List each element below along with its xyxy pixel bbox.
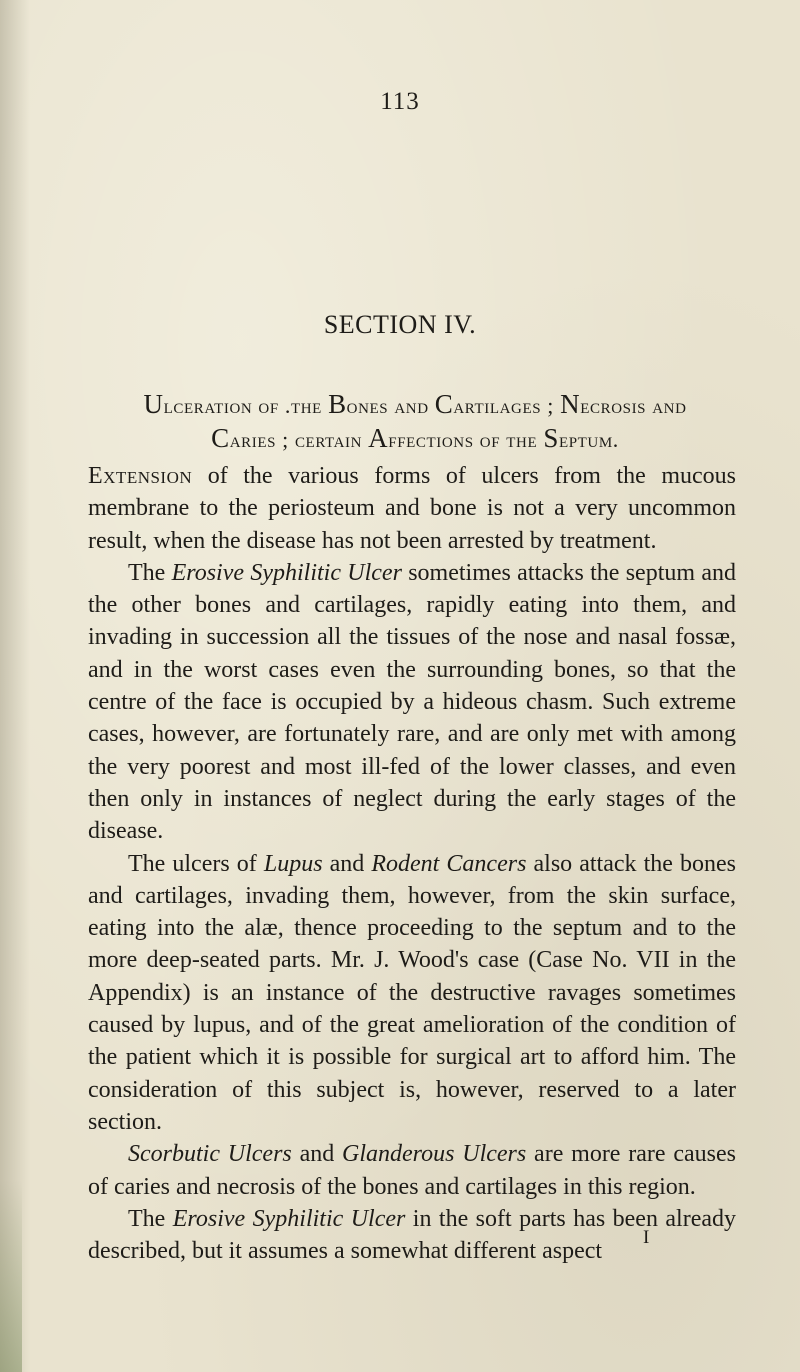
paragraph-lead-word: Extension	[88, 463, 193, 489]
paragraph-text: and	[322, 850, 372, 877]
paragraph	[88, 1203, 736, 1268]
paragraph-text: are more rare causes of caries and necrosis of the bones and cartilages in this region.	[88, 1141, 736, 1200]
italic-term: Lupus	[263, 850, 323, 877]
paragraph-text: sometimes attacks the septum and the other bones and cartilages, rapidly eating into them, and invading in succession all the tissues of the nose and nasal fossæ, and in the worst cases even the surrounding bones, so that the centre of the face is occupied by a hideous chasm. Such extreme cases, however, are fortunately rare, and are only met with among the very poorest and most ill-fed of the lower classes, and even then only in instances of neglect during the early stages of the disease.	[88, 559, 736, 845]
paragraph-text: The	[128, 1205, 173, 1232]
subtitle-capital: A	[368, 423, 389, 453]
paragraph-text: The ulcers of	[128, 850, 264, 877]
paragraph	[88, 1138, 736, 1203]
subtitle-text: artilages ;	[453, 393, 561, 418]
paragraph-text: The	[128, 559, 172, 586]
signature-mark: I	[643, 1227, 650, 1248]
subtitle-text: .the	[284, 393, 329, 418]
page-edge-shadow	[0, 0, 30, 1372]
section-heading: SECTION IV.	[323, 310, 477, 339]
subtitle-text: ones and	[346, 393, 435, 418]
italic-term: Erosive Syphilitic Ulcer	[172, 1205, 406, 1232]
page-number: 113	[380, 88, 420, 115]
subtitle-capital: U	[143, 389, 164, 419]
paragraph-text: in the soft parts has been already described, but it assumes a somewhat different aspect	[88, 1205, 736, 1265]
italic-term: Scorbutic Ulcers	[128, 1141, 292, 1168]
subtitle-text: lceration of	[163, 393, 285, 418]
section-subtitle-line-1	[95, 389, 735, 420]
subtitle-text: ffections of the	[388, 427, 544, 452]
italic-term: Rodent Cancers	[371, 850, 527, 877]
paragraph	[88, 557, 736, 848]
subtitle-capital: B	[328, 389, 347, 419]
paragraph-text: of the various forms of ulcers from the mucous membrane to the periosteum and bone is not a very uncommon result, when the disease has not been arrested by treatment.	[88, 463, 736, 554]
subtitle-capital: C	[434, 389, 454, 419]
subtitle-capital: C	[211, 423, 230, 453]
paragraph	[88, 460, 736, 557]
paragraph	[88, 848, 736, 1139]
paragraph-text: also attack the bones and cartilages, invading them, however, from the skin surface, eating into the alæ, thence proceeding to the septum and to the more deep-seated parts. Mr. J. Wood's case (Case No. VII in the Appendix) is an instance of the destructive ravages sometimes caused by lupus, and of the great amelioration of the condition of the patient which it is possible for surgical art to afford him. The consideration of this subject is, however, reserved to a later section.	[88, 850, 737, 1135]
section-subtitle-line-2	[95, 423, 735, 454]
italic-term: Glanderous Ulcers	[342, 1141, 527, 1168]
page-edge-stain	[0, 1180, 22, 1372]
subtitle-capital: N	[560, 389, 581, 419]
italic-term: Erosive Syphilitic Ulcer	[171, 559, 402, 586]
subtitle-text: aries ; certain	[229, 427, 369, 452]
subtitle-text: ecrosis and	[580, 393, 687, 418]
subtitle-text: eptum.	[558, 427, 619, 452]
body-text	[88, 460, 736, 1267]
paragraph-text: and	[291, 1141, 343, 1168]
subtitle-capital: S	[543, 423, 559, 453]
